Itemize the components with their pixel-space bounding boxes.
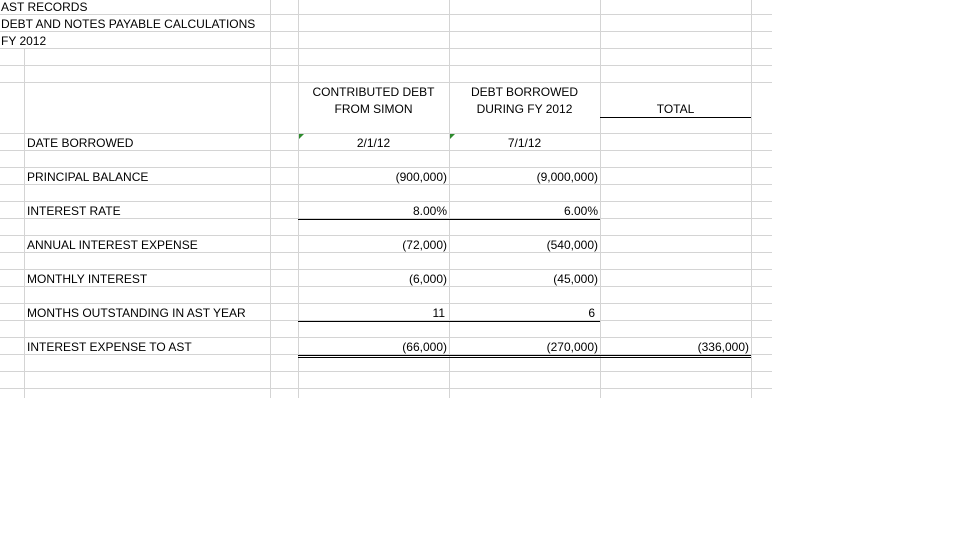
cell-date-col1: 2/1/12 — [356, 136, 391, 150]
gridline — [0, 133, 772, 134]
row-label-date-borrowed: DATE BORROWED — [27, 136, 134, 150]
total-header: TOTAL — [656, 102, 695, 116]
gridline — [0, 269, 772, 270]
row-label-months-outstanding: MONTHS OUTSTANDING IN AST YEAR — [27, 306, 246, 320]
months-underline — [298, 321, 600, 322]
gridline — [0, 82, 772, 83]
row-label-principal-balance: PRINCIPAL BALANCE — [27, 170, 149, 184]
header-underline — [600, 117, 751, 118]
gridline — [751, 0, 752, 398]
col2-header-line1: DEBT BORROWED — [470, 85, 579, 99]
cell-expense-total: (336,000) — [697, 340, 749, 354]
gridline — [0, 48, 772, 49]
gridline — [0, 235, 772, 236]
col2-header-line2: DURING FY 2012 — [476, 102, 573, 116]
gridline — [270, 0, 271, 398]
fiscal-year-label: FY 2012 — [1, 34, 47, 48]
row-label-interest-expense-total: INTEREST EXPENSE TO AST — [27, 340, 192, 354]
col1-header-line2: FROM SIMON — [334, 102, 413, 116]
gridline — [0, 65, 772, 66]
sheet-title: AST RECORDS — [1, 0, 88, 14]
row-label-annual-interest: ANNUAL INTEREST EXPENSE — [27, 238, 198, 252]
sheet-subtitle: DEBT AND NOTES PAYABLE CALCULATIONS — [1, 17, 256, 31]
gridline — [0, 167, 772, 168]
gridline — [0, 201, 772, 202]
gridline — [24, 48, 25, 398]
gridline — [0, 303, 772, 304]
rate-underline — [298, 219, 600, 220]
cell-date-col2: 7/1/12 — [507, 136, 542, 150]
cell-principal-col1: (900,000) — [395, 170, 447, 184]
cell-monthly-col1: (6,000) — [408, 272, 447, 286]
cell-monthly-col2: (45,000) — [553, 272, 598, 286]
cell-annual-col1: (72,000) — [402, 238, 447, 252]
cell-expense-col1: (66,000) — [402, 340, 447, 354]
cell-rate-col1: 8.00% — [412, 204, 447, 218]
cell-months-col1: 11 — [432, 306, 445, 320]
gridline — [0, 371, 772, 372]
cell-expense-col2: (270,000) — [546, 340, 598, 354]
cell-principal-col2: (9,000,000) — [536, 170, 598, 184]
grand-total-double-underline — [298, 355, 751, 358]
row-label-monthly-interest: MONTHLY INTEREST — [27, 272, 148, 286]
col1-header-line1: CONTRIBUTED DEBT — [312, 85, 435, 99]
cell-annual-col2: (540,000) — [546, 238, 598, 252]
gridline — [0, 14, 772, 15]
gridline — [0, 337, 772, 338]
row-label-interest-rate: INTEREST RATE — [27, 204, 121, 218]
cell-rate-col2: 6.00% — [563, 204, 598, 218]
cell-months-col2: 6 — [588, 306, 595, 320]
gridline — [0, 388, 772, 389]
